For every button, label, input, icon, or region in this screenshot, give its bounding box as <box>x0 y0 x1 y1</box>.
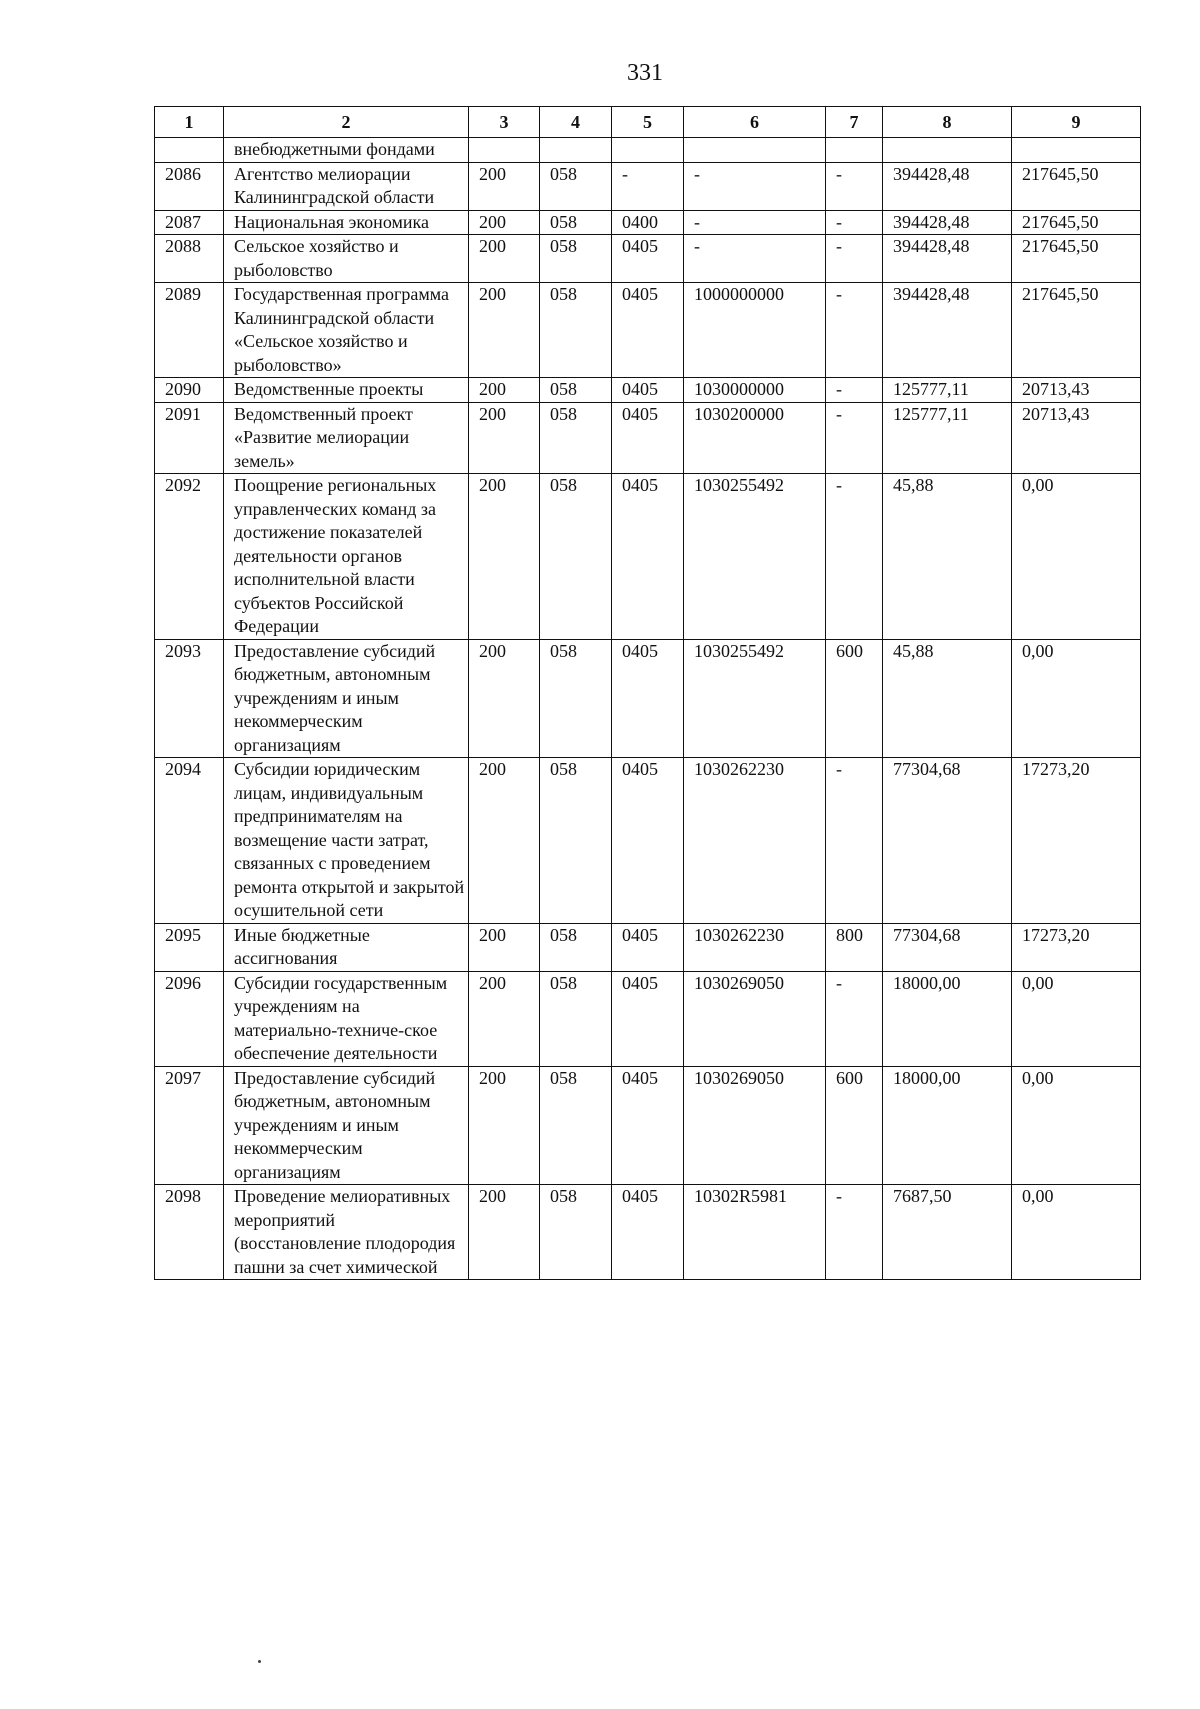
cell-col-7: - <box>826 162 883 210</box>
row-number: 2093 <box>155 639 224 758</box>
cell-col-3 <box>469 138 540 163</box>
cell-col-6: 1030269050 <box>684 1066 826 1185</box>
header-col-8: 8 <box>883 107 1012 138</box>
cell-col-5: 0405 <box>612 1066 684 1185</box>
cell-col-8: 18000,00 <box>883 971 1012 1066</box>
cell-col-9: 0,00 <box>1012 1066 1141 1185</box>
cell-col-8 <box>883 138 1012 163</box>
cell-col-4: 058 <box>540 283 612 378</box>
cell-col-6: - <box>684 162 826 210</box>
cell-col-4: 058 <box>540 971 612 1066</box>
header-col-6: 6 <box>684 107 826 138</box>
header-col-2: 2 <box>224 107 469 138</box>
cell-col-9: 17273,20 <box>1012 923 1141 971</box>
cell-col-6: 1000000000 <box>684 283 826 378</box>
row-name: Проведение мелиоративных мероприятий (восстановление плодородия пашни за счет химической <box>224 1185 469 1280</box>
cell-col-4: 058 <box>540 162 612 210</box>
cell-col-9: 217645,50 <box>1012 210 1141 235</box>
row-name: Сельское хозяйство и рыболовство <box>224 235 469 283</box>
cell-col-7: 800 <box>826 923 883 971</box>
cell-col-6: - <box>684 235 826 283</box>
cell-col-3: 200 <box>469 162 540 210</box>
cell-col-9: 217645,50 <box>1012 162 1141 210</box>
cell-col-4: 058 <box>540 639 612 758</box>
cell-col-7: - <box>826 758 883 924</box>
row-name: Субсидии государственным учреждениям на материально-техниче-ское обеспечение деятельности <box>224 971 469 1066</box>
table-row <box>155 162 1141 210</box>
cell-col-8: 7687,50 <box>883 1185 1012 1280</box>
cell-col-7 <box>826 138 883 163</box>
cell-col-8: 77304,68 <box>883 758 1012 924</box>
cell-col-8: 394428,48 <box>883 235 1012 283</box>
cell-col-5: - <box>612 162 684 210</box>
cell-col-9: 20713,43 <box>1012 402 1141 474</box>
header-col-9: 9 <box>1012 107 1141 138</box>
cell-col-7: 600 <box>826 1066 883 1185</box>
table-row <box>155 402 1141 474</box>
cell-col-7: - <box>826 402 883 474</box>
cell-col-5: 0405 <box>612 474 684 640</box>
cell-col-8: 125777,11 <box>883 402 1012 474</box>
cell-col-6: 1030255492 <box>684 639 826 758</box>
row-number: 2091 <box>155 402 224 474</box>
cell-col-3: 200 <box>469 402 540 474</box>
table-row <box>155 639 1141 758</box>
cell-col-8: 125777,11 <box>883 378 1012 403</box>
cell-col-4: 058 <box>540 1185 612 1280</box>
cell-col-4: 058 <box>540 923 612 971</box>
table-row <box>155 378 1141 403</box>
row-number: 2090 <box>155 378 224 403</box>
cell-col-5: 0405 <box>612 1185 684 1280</box>
cell-col-6: 10302R5981 <box>684 1185 826 1280</box>
cell-col-9 <box>1012 138 1141 163</box>
cell-col-4 <box>540 138 612 163</box>
cell-col-3: 200 <box>469 474 540 640</box>
table-row <box>155 1185 1141 1280</box>
header-col-5: 5 <box>612 107 684 138</box>
page-number: 331 <box>627 60 663 86</box>
row-number: 2092 <box>155 474 224 640</box>
cell-col-7: - <box>826 378 883 403</box>
cell-col-4: 058 <box>540 402 612 474</box>
cell-col-7: - <box>826 235 883 283</box>
cell-col-3: 200 <box>469 210 540 235</box>
cell-col-3: 200 <box>469 758 540 924</box>
cell-col-5: 0405 <box>612 758 684 924</box>
cell-col-9: 17273,20 <box>1012 758 1141 924</box>
cell-col-9: 0,00 <box>1012 1185 1141 1280</box>
cell-col-7: - <box>826 210 883 235</box>
cell-col-9: 217645,50 <box>1012 283 1141 378</box>
row-number: 2087 <box>155 210 224 235</box>
cell-col-8: 45,88 <box>883 639 1012 758</box>
cell-col-3: 200 <box>469 378 540 403</box>
cell-col-7: 600 <box>826 639 883 758</box>
cell-col-8: 45,88 <box>883 474 1012 640</box>
row-name: Агентство мелиорации Калининградской области <box>224 162 469 210</box>
cell-col-4: 058 <box>540 758 612 924</box>
cell-col-3: 200 <box>469 971 540 1066</box>
row-number <box>155 138 224 163</box>
cell-col-6: 1030262230 <box>684 758 826 924</box>
table-header-row <box>155 107 1141 138</box>
row-number: 2089 <box>155 283 224 378</box>
cell-col-5 <box>612 138 684 163</box>
cell-col-4: 058 <box>540 378 612 403</box>
cell-col-8: 18000,00 <box>883 1066 1012 1185</box>
cell-col-8: 77304,68 <box>883 923 1012 971</box>
header-col-3: 3 <box>469 107 540 138</box>
table-row <box>155 283 1141 378</box>
budget-table <box>154 106 1141 1280</box>
cell-col-6: 1030255492 <box>684 474 826 640</box>
cell-col-5: 0405 <box>612 639 684 758</box>
row-number: 2095 <box>155 923 224 971</box>
cell-col-6: 1030000000 <box>684 378 826 403</box>
cell-col-6: 1030200000 <box>684 402 826 474</box>
cell-col-9: 0,00 <box>1012 971 1141 1066</box>
table-row <box>155 923 1141 971</box>
cell-col-5: 0405 <box>612 971 684 1066</box>
cell-col-9: 0,00 <box>1012 474 1141 640</box>
row-number: 2096 <box>155 971 224 1066</box>
table-row <box>155 474 1141 640</box>
row-name: Иные бюджетные ассигнования <box>224 923 469 971</box>
cell-col-5: 0405 <box>612 235 684 283</box>
row-name: внебюджетными фондами <box>224 138 469 163</box>
cell-col-3: 200 <box>469 923 540 971</box>
row-name: Предоставление субсидий бюджетным, автономным учреждениям и иным некоммерческим организациям <box>224 1066 469 1185</box>
cell-col-8: 394428,48 <box>883 283 1012 378</box>
cell-col-8: 394428,48 <box>883 210 1012 235</box>
cell-col-5: 0400 <box>612 210 684 235</box>
cell-col-4: 058 <box>540 474 612 640</box>
cell-col-7: - <box>826 474 883 640</box>
cell-col-3: 200 <box>469 1066 540 1185</box>
row-name: Субсидии юридическим лицам, индивидуальным предпринимателям на возмещение части затрат, связанных с проведением ремонта открытой и закрытой осушительной сети <box>224 758 469 924</box>
cell-col-6 <box>684 138 826 163</box>
row-number: 2097 <box>155 1066 224 1185</box>
row-name: Ведомственные проекты <box>224 378 469 403</box>
cell-col-3: 200 <box>469 283 540 378</box>
cell-col-9: 20713,43 <box>1012 378 1141 403</box>
cell-col-4: 058 <box>540 1066 612 1185</box>
table-row <box>155 1066 1141 1185</box>
scan-speck <box>258 1660 261 1663</box>
cell-col-7: - <box>826 971 883 1066</box>
cell-col-9: 0,00 <box>1012 639 1141 758</box>
cell-col-3: 200 <box>469 235 540 283</box>
table-row <box>155 138 1141 163</box>
cell-col-4: 058 <box>540 210 612 235</box>
cell-col-6: 1030269050 <box>684 971 826 1066</box>
cell-col-8: 394428,48 <box>883 162 1012 210</box>
row-number: 2098 <box>155 1185 224 1280</box>
header-col-7: 7 <box>826 107 883 138</box>
row-name: Поощрение региональных управленческих команд за достижение показателей деятельности органов исполнительной власти субъектов Российской Федерации <box>224 474 469 640</box>
table-row <box>155 971 1141 1066</box>
cell-col-5: 0405 <box>612 283 684 378</box>
header-col-4: 4 <box>540 107 612 138</box>
cell-col-5: 0405 <box>612 402 684 474</box>
table-row <box>155 235 1141 283</box>
cell-col-5: 0405 <box>612 378 684 403</box>
header-col-1: 1 <box>155 107 224 138</box>
cell-col-7: - <box>826 1185 883 1280</box>
cell-col-4: 058 <box>540 235 612 283</box>
cell-col-3: 200 <box>469 1185 540 1280</box>
row-number: 2094 <box>155 758 224 924</box>
row-name: Национальная экономика <box>224 210 469 235</box>
row-number: 2086 <box>155 162 224 210</box>
row-name: Ведомственный проект «Развитие мелиорации земель» <box>224 402 469 474</box>
row-name: Государственная программа Калининградской области «Сельское хозяйство и рыболовство» <box>224 283 469 378</box>
cell-col-3: 200 <box>469 639 540 758</box>
cell-col-7: - <box>826 283 883 378</box>
row-number: 2088 <box>155 235 224 283</box>
cell-col-9: 217645,50 <box>1012 235 1141 283</box>
row-name: Предоставление субсидий бюджетным, автономным учреждениям и иным некоммерческим организациям <box>224 639 469 758</box>
cell-col-5: 0405 <box>612 923 684 971</box>
table-row <box>155 758 1141 924</box>
cell-col-6: 1030262230 <box>684 923 826 971</box>
table-row <box>155 210 1141 235</box>
cell-col-6: - <box>684 210 826 235</box>
